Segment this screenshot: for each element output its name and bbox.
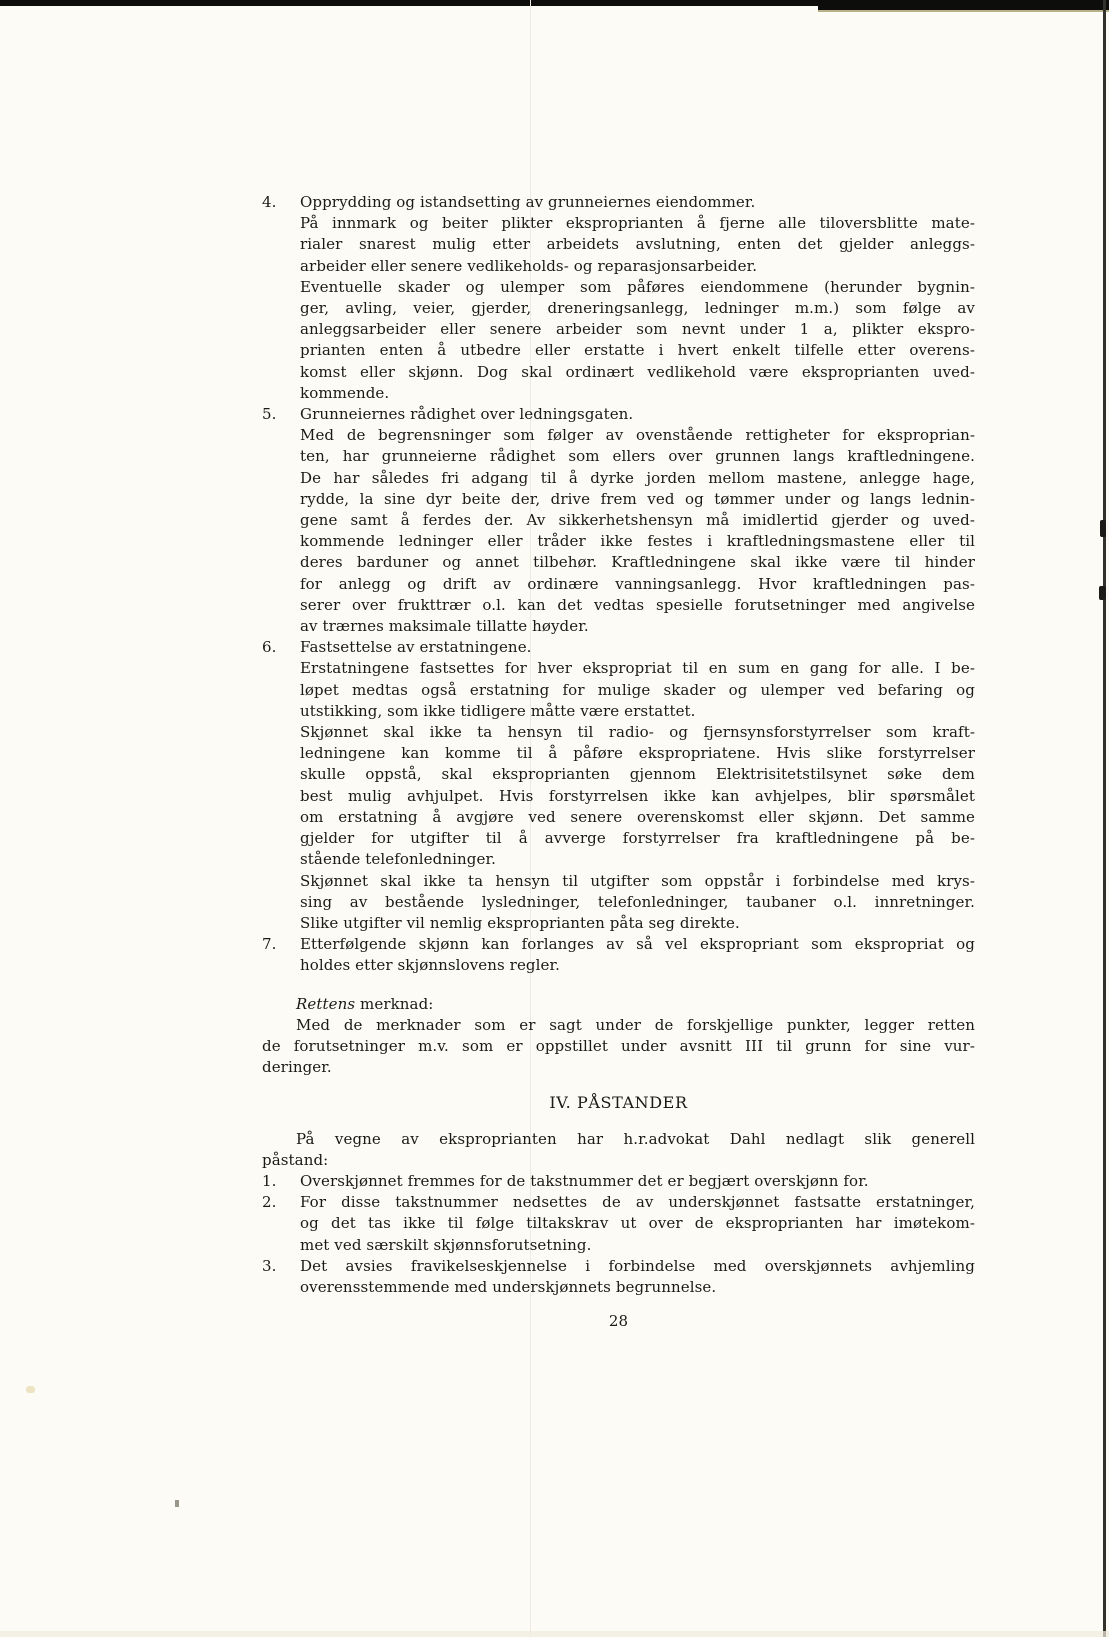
scan-speck xyxy=(175,1500,179,1507)
text-line: komst eller skjønn. Dog skal ordinært vedlikehold være eksproprianten uved- xyxy=(300,362,975,381)
text-line: Fastsettelse av erstatningene. xyxy=(300,638,532,657)
section-heading: IV. PÅSTANDER xyxy=(549,1093,688,1113)
text-line: løpet medtas også erstatning for mulige skader og ulemper ved befaring og xyxy=(300,680,975,699)
text-line: og det tas ikke til følge tiltakskrav ut over de eksproprianten har imøtekom- xyxy=(300,1214,975,1233)
page-number: 28 xyxy=(608,1312,629,1331)
scan-right-edge-line xyxy=(1103,0,1106,1637)
scan-top-edge-bar-right xyxy=(818,0,1109,10)
text-line: av trærnes maksimale tillatte høyder. xyxy=(300,617,589,636)
text-line: Slike utgifter vil nemlig eksproprianten påta seg direkte. xyxy=(300,913,740,932)
text-line: deres barduner og annet tilbehør. Kraftledningene skal ikke være til hinder xyxy=(300,553,975,572)
text-line: rydde, la sine dyr beite der, drive frem ved og tømmer under og langs lednin- xyxy=(300,489,975,508)
text-line: ger, avling, veier, gjerder, dreneringsanlegg, ledninger m.m.) som følge av xyxy=(300,299,975,318)
text-line: kommende. xyxy=(300,383,390,402)
text-line: Det avsies fravikelseskjennelse i forbindelse med overskjønnets avhjemling xyxy=(300,1256,975,1275)
rettens-merknad-body xyxy=(262,1015,975,1079)
item-body xyxy=(300,637,975,934)
item-body xyxy=(300,1192,975,1256)
text-line: Skjønnet skal ikke ta hensyn til utgifter som oppstår i forbindelse med krys- xyxy=(300,871,975,890)
list-item xyxy=(262,934,975,976)
scan-bottom-edge xyxy=(0,1631,1109,1637)
text-line: Grunneiernes rådighet over ledningsgaten. xyxy=(300,405,634,424)
scan-speck xyxy=(26,1386,35,1393)
text-line: om erstatning å avgjøre ved senere overenskomst eller skjønn. Det samme xyxy=(300,807,975,826)
item-number: 4. xyxy=(262,193,277,211)
pastander-intro xyxy=(262,1129,975,1171)
text-line: Opprydding og istandsetting av grunneiernes eiendommer. xyxy=(300,193,756,211)
text-line: anleggsarbeider eller senere arbeider som nevnt under 1 a, plikter ekspro- xyxy=(300,320,975,339)
list-item xyxy=(262,1256,975,1298)
text-line: prianten enten å utbedre eller erstatte i hvert enkelt tilfelle etter overens- xyxy=(300,341,975,360)
text-line: de forutsetninger m.v. som er oppstillet under avsnitt III til grunn for sine vur- xyxy=(262,1036,975,1055)
text-line: skulle oppstå, skal eksproprianten gjennom Elektrisitetstilsynet søke dem xyxy=(300,765,975,784)
item-body xyxy=(300,1171,975,1192)
text-line: ten, har grunneierne rådighet som ellers over grunnen langs kraftledningene. xyxy=(300,447,975,466)
text-line: arbeider eller senere vedlikeholds- og reparasjonsarbeider. xyxy=(300,256,758,275)
rettens-merknad-section xyxy=(262,994,975,1079)
item-number: 2. xyxy=(262,1193,277,1212)
text-line: deringer. xyxy=(262,1058,332,1077)
text-line: sing av bestående lysledninger, telefonledninger, taubaner o.l. innretninger. xyxy=(300,892,975,911)
text-line: rialer snarest mulig etter arbeidets avslutning, enten det gjelder anleggs- xyxy=(300,235,975,254)
text-line: ledningene kan komme til å påføre ekspropriatene. Hvis slike forstyrrelser xyxy=(300,744,975,763)
list-item xyxy=(262,637,975,934)
list-item xyxy=(262,404,975,637)
item-body xyxy=(300,934,975,976)
text-line: best mulig avhjulpet. Hvis forstyrrelsen ikke kan avhjelpes, blir spørsmålet xyxy=(300,786,975,805)
list-item xyxy=(262,192,975,404)
scan-top-edge-shadow xyxy=(818,10,1109,12)
item-number: 7. xyxy=(262,935,277,954)
item-body xyxy=(300,1256,975,1298)
merknad-label-rest: merknad: xyxy=(355,994,434,1013)
text-line: gene samt å ferdes der. Av sikkerhetshensyn må imidlertid gjerder og uved- xyxy=(300,511,975,530)
rettens-italic-label: Rettens xyxy=(296,994,356,1013)
item-number: 3. xyxy=(262,1256,277,1275)
text-line: På vegne av eksproprianten har h.r.advokat Dahl nedlagt slik generell xyxy=(296,1129,975,1148)
text-line: gjelder for utgifter til å avverge forstyrrelser fra kraftledningene på be- xyxy=(300,829,975,848)
rettens-merknad-label xyxy=(262,994,975,1015)
text-line: Overskjønnet fremmes for de takstnummer det er begjært overskjønn for. xyxy=(300,1171,869,1190)
item-number: 1. xyxy=(262,1171,277,1190)
text-line: overensstemmende med underskjønnets begrunnelse. xyxy=(300,1277,717,1296)
scan-edge-blemish xyxy=(1099,586,1106,600)
text-line: serer over frukttrær o.l. kan det vedtas spesielle forutsetninger med angivelse xyxy=(300,595,975,614)
item-body xyxy=(300,404,975,637)
item-number: 6. xyxy=(262,638,277,657)
text-line: kommende ledninger eller tråder ikke festes i kraftledningsmastene eller til xyxy=(300,532,975,551)
numbered-list xyxy=(262,192,975,977)
pastander-list xyxy=(262,1171,975,1298)
text-line: Eventuelle skader og ulemper som påføres eiendommene (herunder bygnin- xyxy=(300,277,975,296)
text-line: met ved særskilt skjønnsforutsetning. xyxy=(300,1235,592,1254)
text-line: for anlegg og drift av ordinære vanningsanlegg. Hvor kraftledningen pas- xyxy=(300,574,975,593)
text-line: holdes etter skjønnslovens regler. xyxy=(300,956,560,975)
text-line: Etterfølgende skjønn kan forlanges av så vel ekspropriant som ekspropriat og xyxy=(300,935,975,954)
item-body xyxy=(300,192,975,404)
text-line: Skjønnet skal ikke ta hensyn til radio- og fjernsynsforstyrrelser som kraft- xyxy=(300,723,975,742)
document-text-block xyxy=(262,192,975,1332)
text-line: Med de merknader som er sagt under de forskjellige punkter, legger retten xyxy=(296,1015,975,1034)
text-line: påstand: xyxy=(262,1150,329,1169)
list-item xyxy=(262,1171,975,1192)
text-line: stående telefonledninger. xyxy=(300,850,496,869)
text-line: Erstatningene fastsettes for hver ekspropriat til en sum en gang for alle. I be- xyxy=(300,659,975,678)
text-line: utstikking, som ikke tidligere måtte være erstattet. xyxy=(300,701,696,720)
text-line: De har således fri adgang til å dyrke jorden mellom mastene, anlegge hage, xyxy=(300,468,975,487)
text-line: Med de begrensninger som følger av ovenstående rettigheter for eksproprian- xyxy=(300,426,975,445)
scan-edge-blemish xyxy=(1100,520,1106,537)
text-line: For disse takstnummer nedsettes de av underskjønnet fastsatte erstatninger, xyxy=(300,1193,975,1212)
text-line: På innmark og beiter plikter eksproprianten å fjerne alle tiloversblitte mate- xyxy=(300,214,975,233)
list-item xyxy=(262,1192,975,1256)
item-number: 5. xyxy=(262,405,277,424)
